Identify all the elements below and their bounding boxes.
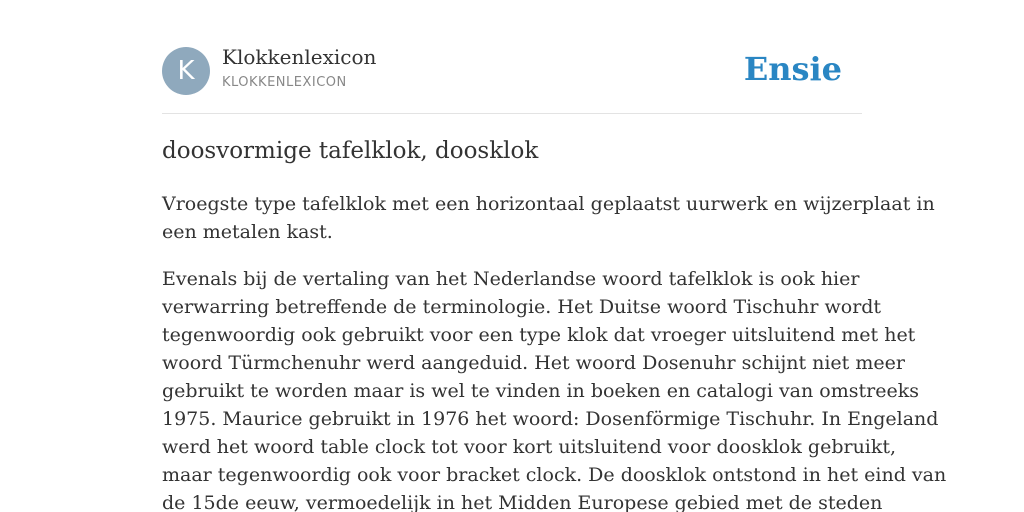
content-container: [162, 0, 947, 512]
entry-paragraph-2: [162, 265, 947, 512]
brand-logo[interactable]: Ensie: [743, 50, 842, 88]
paragraph-line: werd het woord table clock tot voor kort uitsluitend voor doosklok gebruikt,: [162, 436, 897, 458]
paragraph-line: tegenwoordig ook gebruikt voor een type klok dat vroeger uitsluitend met het: [162, 324, 916, 346]
paragraph-line: gebruikt te worden maar is wel te vinden in boeken en catalogi van omstreeks: [162, 380, 919, 402]
paragraph-line: de 15de eeuw, vermoedelijk in het Midden Europese gebied met de steden: [162, 492, 883, 512]
entry-title: doosvormige tafelklok, doosklok: [162, 138, 539, 164]
header: [162, 0, 862, 114]
paragraph-line: 1975. Maurice gebruikt in 1976 het woord: Dosenförmige Tischuhr. In Engeland: [162, 408, 939, 430]
paragraph-line: een metalen kast.: [162, 221, 333, 243]
paragraph-line: woord Türmchenuhr werd aangeduid. Het woord Dosenuhr schijnt niet meer: [162, 352, 905, 374]
author-subtitle: KLOKKENLEXICON: [222, 75, 347, 90]
paragraph-line: maar tegenwoordig ook voor bracket clock. De doosklok ontstond in het eind van: [162, 464, 947, 486]
author-avatar[interactable]: K: [162, 47, 210, 95]
paragraph-line: Vroegste type tafelklok met een horizontaal geplaatst uurwerk en wijzerplaat in: [162, 193, 935, 215]
paragraph-line: verwarring betreffende de terminologie. Het Duitse woord Tischuhr wordt: [162, 296, 882, 318]
paragraph-line: Evenals bij de vertaling van het Nederlandse woord tafelklok is ook hier: [162, 268, 860, 290]
author-name[interactable]: Klokkenlexicon: [222, 45, 377, 69]
entry-paragraph-1: [162, 190, 935, 246]
